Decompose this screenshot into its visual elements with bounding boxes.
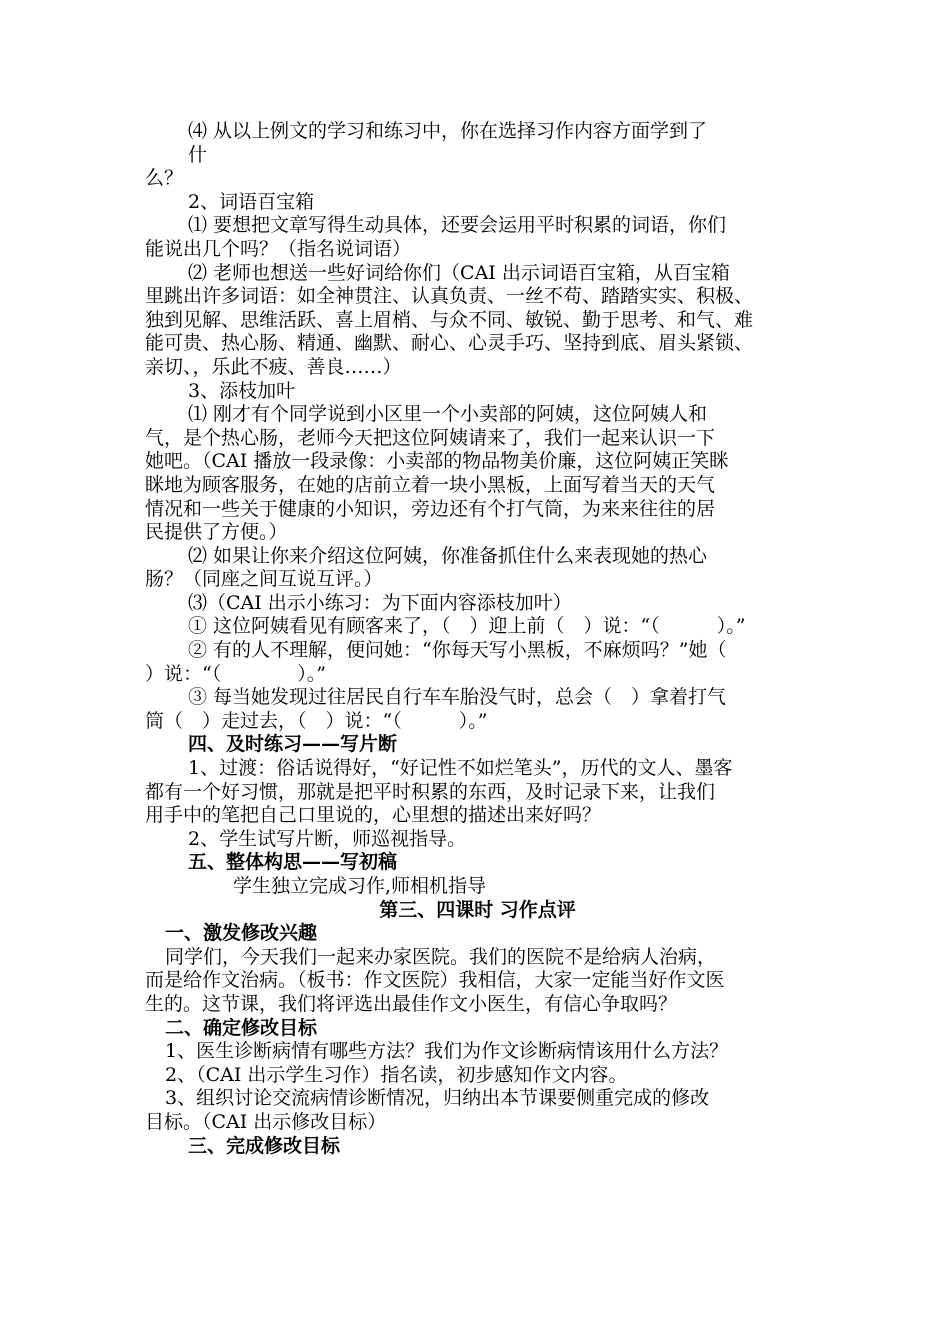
text-line: 她吧。（CAI 播放一段录像：小卖部的物品物美价廉，这位阿姨正笑眯: [145, 450, 729, 473]
text-line: 3、组织讨论交流病情诊断情况，归纳出本节课要侧重完成的修改: [165, 1087, 710, 1110]
text-line: 用手中的笔把自己口里说的，心里想的描述出来好吗？: [145, 804, 602, 827]
text-line: 目标。（CAI 出示修改目标）: [145, 1110, 387, 1133]
text-line: 情况和一些关于健康的小知识，旁边还有个打气筒，为来来往往的居: [145, 497, 716, 520]
text-line: 什: [188, 143, 208, 166]
section-heading: 一、激发修改兴趣: [165, 922, 318, 945]
text-line: 学生独立完成习作,师相机指导: [233, 875, 487, 897]
section-heading: 2、词语百宝箱: [188, 190, 315, 213]
text-line: ⑴ 刚才有个同学说到小区里一个小卖部的阿姨，这位阿姨人和: [188, 403, 708, 426]
text-line: 1、医生诊断病情有哪些方法？我们为作文诊断病情该用什么方法？: [165, 1040, 729, 1063]
text-line: 能可贵、热心肠、精通、幽默、耐心、心灵手巧、坚持到底、眉头紧锁、: [145, 332, 754, 355]
text-line: ⑵ 如果让你来介绍这位阿姨，你准备抓住什么来表现她的热心: [188, 544, 708, 567]
text-line: 筒（ ）走过去，（ ）说：“（ ）。”: [145, 709, 488, 732]
section-heading: 五、整体构思——写初稿: [188, 851, 398, 874]
section-heading: 二、确定修改目标: [165, 1016, 318, 1039]
text-line: 里跳出许多词语：如全神贯注、认真负责、一丝不苟、踏踏实实、积极、: [145, 285, 754, 308]
text-line: 同学们，今天我们一起来办家医院。我们的医院不是给病人治病，: [165, 945, 717, 968]
text-line: 亲切、，乐此不疲、善良……）: [145, 355, 402, 378]
text-line: ）说：“（ ）。”: [145, 662, 326, 685]
text-line: 么？: [145, 167, 184, 190]
text-line: ⑶（CAI 出示小练习：为下面内容添枝加叶）: [188, 591, 572, 614]
text-line: 能说出几个吗？（指名说词语）: [145, 237, 412, 260]
text-line: 独到见解、思维活跃、喜上眉梢、与众不同、敏锐、勤于思考、和气、难: [145, 308, 754, 331]
text-line: 肠？（同座之间互说互评。）: [145, 568, 383, 591]
text-line: 1、过渡：俗话说得好，“好记性不如烂笔头”，历代的文人、墨客: [188, 757, 733, 780]
text-line: 眯地为顾客服务，在她的店前立着一块小黑板，上面写着当天的天气: [145, 473, 716, 496]
text-line: ⑴ 要想把文章写得生动具体，还要会运用平时积累的词语，你们: [188, 214, 727, 237]
section-heading: 四、及时练习——写片断: [188, 733, 398, 756]
text-line: 2、（CAI 出示学生习作）指名读，初步感知作文内容。: [165, 1063, 628, 1086]
exercise-item: ① 这位阿姨看见有顾客来了，（ ）迎上前（ ）说：“（ ）。”: [188, 615, 746, 638]
exercise-item: ② 有的人不理解，便问她：“你每天写小黑板，不麻烦吗？”她（: [188, 639, 727, 662]
text-line: 民提供了方便。）: [145, 521, 288, 544]
text-line: 都有一个好习惯，那就是把平时积累的东西，及时记录下来，让我们: [145, 780, 716, 803]
text-line: ⑷ 从以上例文的学习和练习中，你在选择习作内容方面学到了: [188, 120, 708, 142]
section-heading: 3、添枝加叶: [188, 379, 296, 402]
lesson-title: 第三、四课时 习作点评: [379, 898, 576, 921]
exercise-item: ③ 每当她发现过往居民自行车车胎没气时，总会（ ）拿着打气: [188, 686, 727, 709]
text-line: ⑵ 老师也想送一些好词给你们（CAI 出示词语百宝箱，从百宝箱: [188, 261, 730, 284]
text-line: 气，是个热心肠，老师今天把这位阿姨请来了，我们一起来认识一下: [145, 426, 716, 449]
text-line: 2、学生试写片断，师巡视指导。: [188, 827, 467, 850]
text-line: 生的。这节课，我们将评选出最佳作文小医生，有信心争取吗？: [145, 992, 678, 1015]
text-line: 而是给作文治病。（板书：作文医院）我相信，大家一定能当好作文医: [145, 969, 725, 992]
section-heading: 三、完成修改目标: [188, 1134, 341, 1157]
document-page: [145, 120, 810, 1158]
